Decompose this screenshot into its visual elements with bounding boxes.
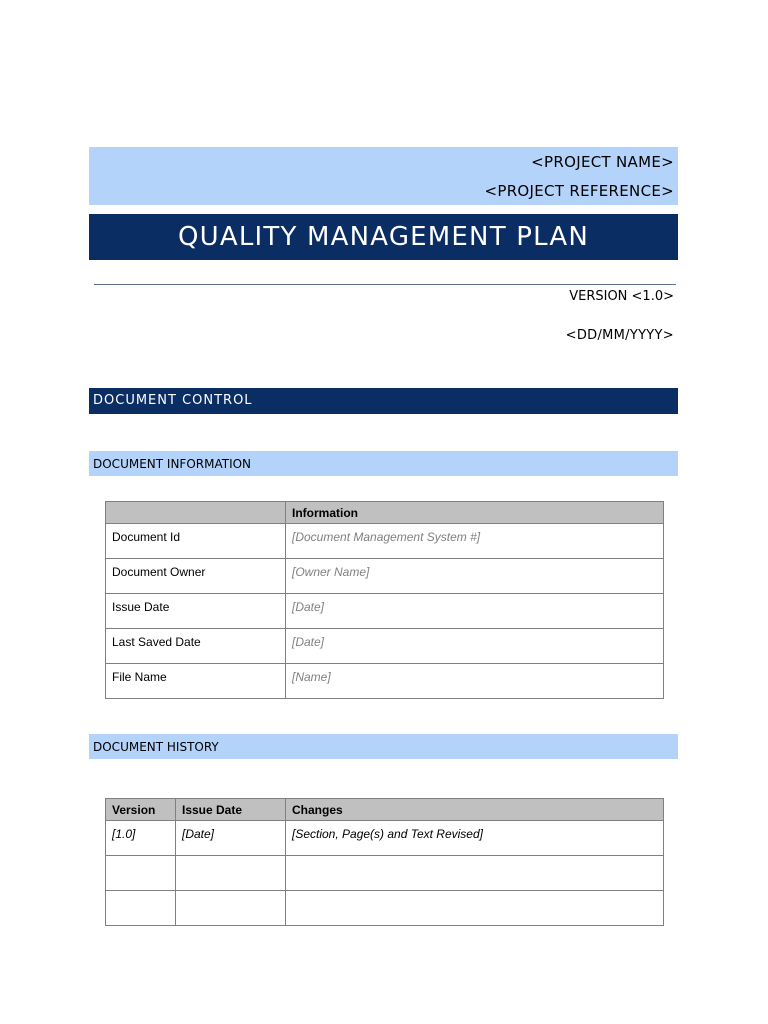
issue-date-cell[interactable] xyxy=(176,856,286,891)
document-date: <DD/MM/YYYY> xyxy=(565,328,674,343)
field-label: Issue Date xyxy=(106,594,286,629)
project-name: <PROJECT NAME> xyxy=(531,153,674,171)
table-row xyxy=(106,891,664,926)
field-label: Document Owner xyxy=(106,559,286,594)
table-row xyxy=(106,664,664,699)
issue-date-cell[interactable] xyxy=(176,891,286,926)
project-header-band xyxy=(89,147,678,205)
table-row xyxy=(106,559,664,594)
document-information-table xyxy=(105,501,664,699)
table-row xyxy=(106,524,664,559)
subsection-title: DOCUMENT HISTORY xyxy=(93,740,219,754)
field-value[interactable]: [Owner Name] xyxy=(286,559,664,594)
column-header: Version xyxy=(106,799,176,821)
field-label: File Name xyxy=(106,664,286,699)
field-label: Last Saved Date xyxy=(106,629,286,664)
section-title: DOCUMENT CONTROL xyxy=(93,393,253,408)
table-row xyxy=(106,629,664,664)
column-header: Information xyxy=(286,502,664,524)
subsection-document-information xyxy=(89,451,678,476)
document-history-table xyxy=(105,798,664,926)
changes-cell[interactable] xyxy=(286,891,664,926)
column-header: Issue Date xyxy=(176,799,286,821)
version-cell[interactable] xyxy=(106,891,176,926)
field-value[interactable]: [Date] xyxy=(286,594,664,629)
table-header-row xyxy=(106,502,664,524)
table-row xyxy=(106,821,664,856)
table-row xyxy=(106,856,664,891)
changes-cell[interactable] xyxy=(286,856,664,891)
subsection-title: DOCUMENT INFORMATION xyxy=(93,457,252,471)
changes-cell[interactable]: [Section, Page(s) and Text Revised] xyxy=(286,821,664,856)
table-row xyxy=(106,594,664,629)
version-label: VERSION <1.0> xyxy=(569,289,674,304)
version-cell[interactable] xyxy=(106,856,176,891)
divider xyxy=(94,284,676,285)
issue-date-cell[interactable]: [Date] xyxy=(176,821,286,856)
document-title: QUALITY MANAGEMENT PLAN xyxy=(177,222,590,252)
column-header xyxy=(106,502,286,524)
project-reference: <PROJECT REFERENCE> xyxy=(484,182,674,200)
column-header: Changes xyxy=(286,799,664,821)
field-value[interactable]: [Document Management System #] xyxy=(286,524,664,559)
version-cell[interactable]: [1.0] xyxy=(106,821,176,856)
field-value[interactable]: [Date] xyxy=(286,629,664,664)
subsection-document-history xyxy=(89,734,678,759)
field-value[interactable]: [Name] xyxy=(286,664,664,699)
section-document-control xyxy=(89,388,678,414)
table-header-row xyxy=(106,799,664,821)
field-label: Document Id xyxy=(106,524,286,559)
title-band xyxy=(89,214,678,260)
